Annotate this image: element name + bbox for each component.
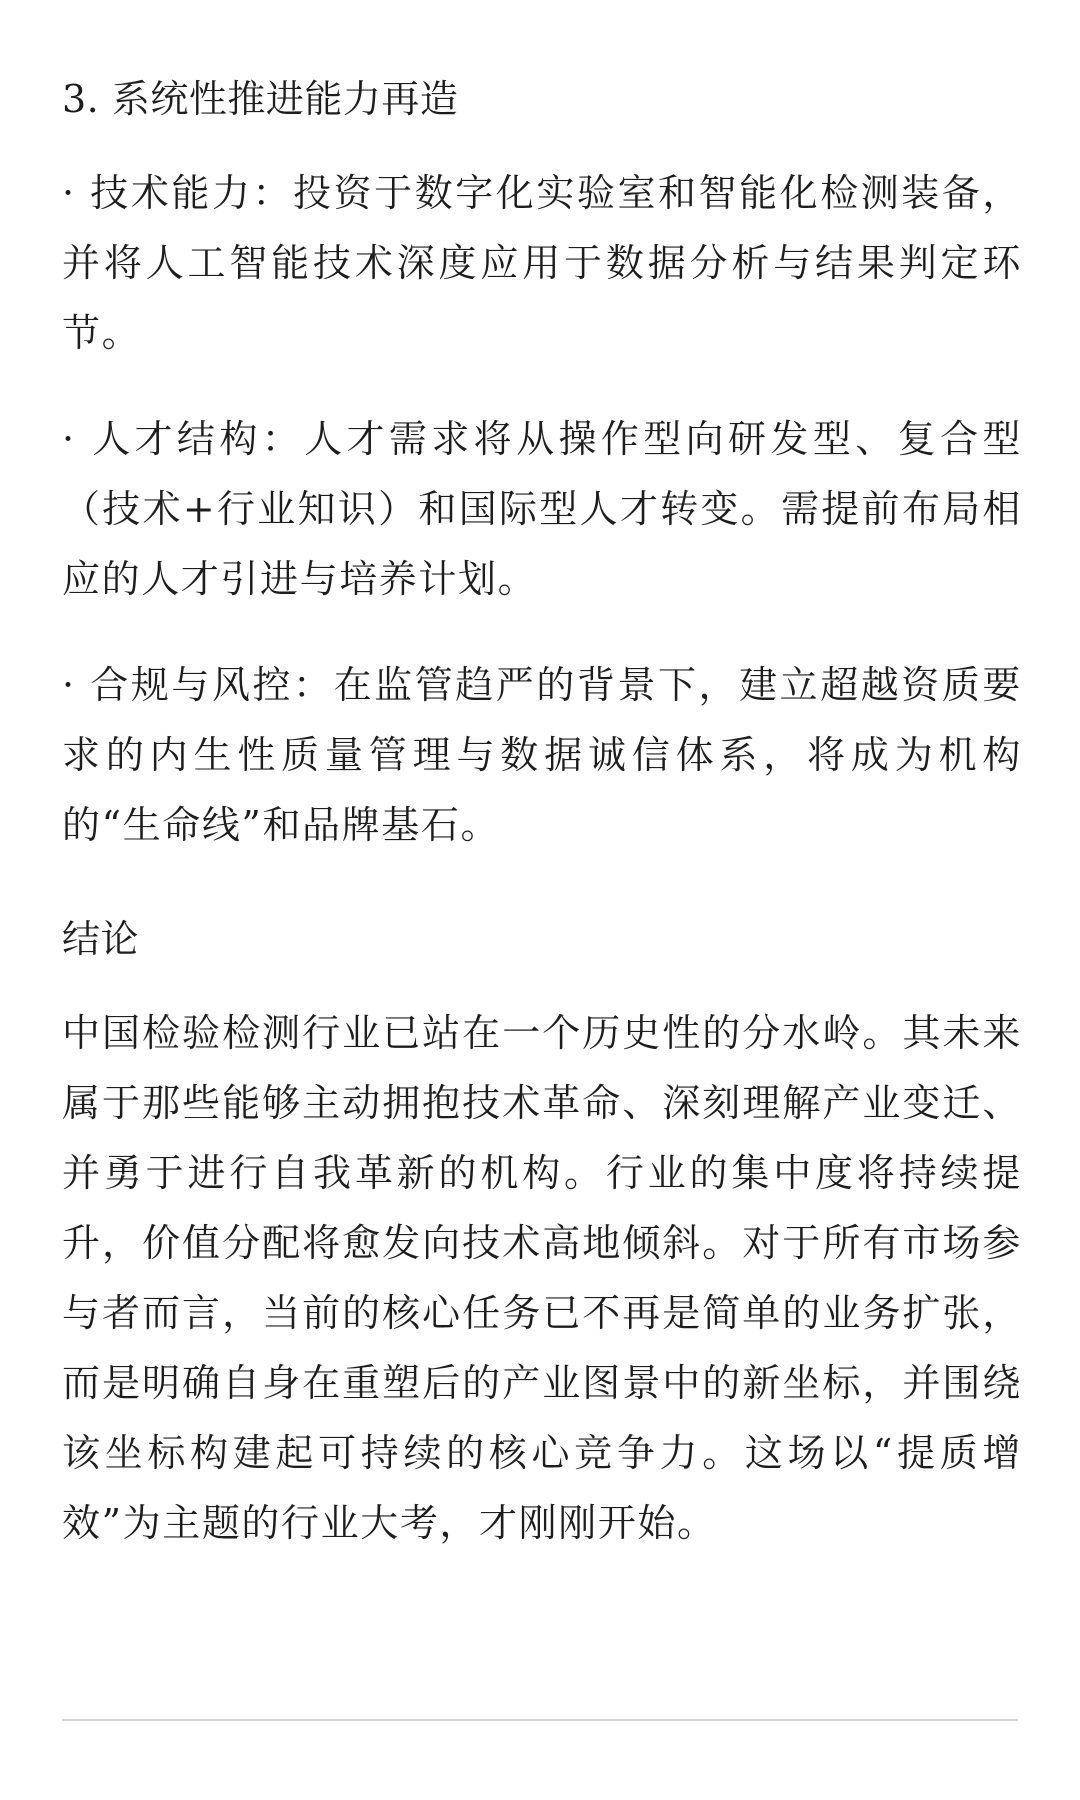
bullet-tech-capability: · 技术能力：投资于数字化实验室和智能化检测装备，并将人工智能技术深度应用于数据分析与结果判定环节。	[62, 171, 1022, 355]
bullet-talent-structure: · 人才结构：人才需求将从操作型向研发型、复合型（技术+行业知识）和国际型人才转变。需提前布局相应的人才引进与培养计划。	[62, 417, 1022, 601]
spacer	[62, 614, 1022, 650]
footer-divider	[62, 1719, 1018, 1721]
spacer	[62, 860, 1022, 904]
spacer	[62, 368, 1022, 404]
spacer	[62, 134, 1022, 158]
conclusion-heading: 结论	[62, 917, 140, 961]
section-heading-capability: 3. 系统性推进能力再造	[62, 77, 459, 121]
bullet-compliance-risk: · 合规与风控：在监管趋严的背景下，建立超越资质要求的内生性质量管理与数据诚信体系，将成为机构的“生命线”和品牌基石。	[62, 663, 1022, 847]
conclusion-paragraph: 中国检验检测行业已站在一个历史性的分水岭。其未来属于那些能够主动拥抱技术革命、深刻理解产业变迁、并勇于进行自我革新的机构。行业的集中度将持续提升，价值分配将愈发向技术高地倾斜。对于所有市场参与者而言，当前的核心任务已不再是简单的业务扩张，而是明确自身在重塑后的产业图景中的新坐标，并围绕该坐标构建起可持续的核心竞争力。这场以“提质增效”为主题的行业大考，才刚刚开始。	[62, 1011, 1022, 1545]
article-body	[62, 64, 1022, 1558]
spacer	[62, 974, 1022, 998]
